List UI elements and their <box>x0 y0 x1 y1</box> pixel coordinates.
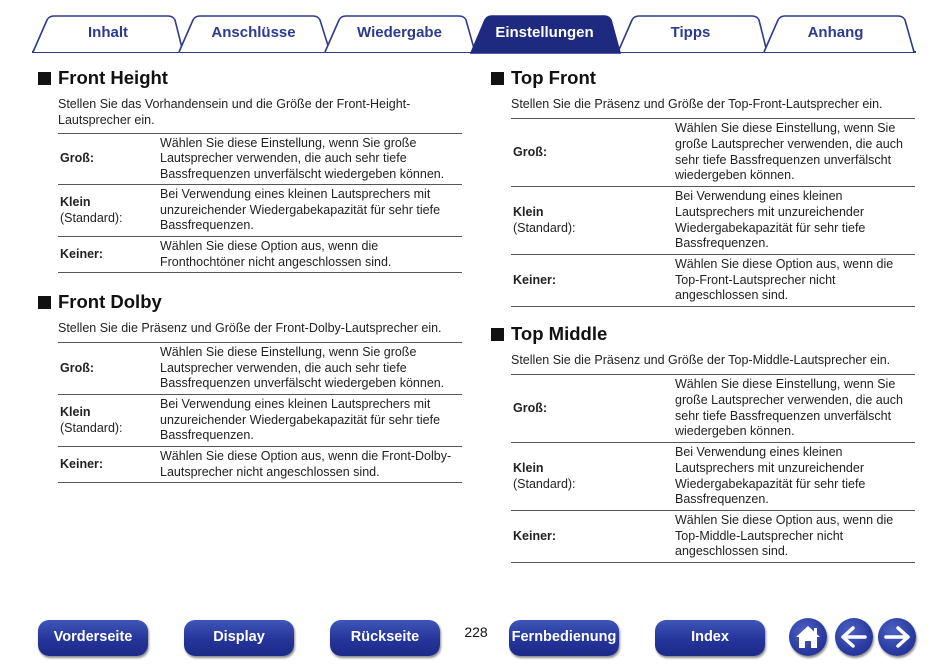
table-row <box>58 447 462 483</box>
option-key <box>58 134 160 185</box>
option-key <box>511 187 675 255</box>
square-bullet-icon <box>38 296 51 309</box>
nav-button-vorderseite[interactable]: Vorderseite <box>38 620 148 656</box>
table-row <box>58 134 462 185</box>
option-text: Bei Verwendung eines kleinen Lautsprechers mit unzureichender Wiedergabekapazität für sehr tiefe Bassfrequenzen. <box>160 185 462 237</box>
table-row <box>511 375 915 443</box>
option-name: Klein <box>513 204 544 219</box>
option-text: Wählen Sie diese Einstellung, wenn Sie große Lautsprecher verwenden, die auch sehr tiefe Bassfrequenzen unverfälscht wiedergeben können. <box>675 375 915 443</box>
section-description: Stellen Sie die Präsenz und Größe der Front-Dolby-Lautsprecher ein. <box>58 321 442 335</box>
option-key <box>58 447 160 483</box>
option-name: Groß: <box>513 144 548 159</box>
option-name: Groß: <box>60 151 95 166</box>
square-bullet-icon <box>491 328 504 341</box>
back-button[interactable] <box>835 618 873 656</box>
option-key <box>511 255 675 307</box>
table-row <box>511 443 915 511</box>
option-text: Bei Verwendung eines kleinen Lautsprechers mit unzureichender Wiedergabekapazität für sehr tiefe Bassfrequenzen. <box>675 187 915 255</box>
option-name: Keiner: <box>60 456 104 471</box>
page-number: 228 <box>464 624 488 640</box>
options-table <box>58 133 462 273</box>
option-key <box>58 185 160 237</box>
tab-anschluesse[interactable]: Anschlüsse <box>211 24 296 41</box>
section-front-height <box>38 66 463 278</box>
home-icon <box>789 618 827 656</box>
option-name: Groß: <box>60 360 95 375</box>
option-name: Keiner: <box>60 246 104 261</box>
table-row <box>511 187 915 255</box>
option-text: Wählen Sie diese Einstellung, wenn Sie große Lautsprecher verwenden, die auch sehr tiefe Bassfrequenzen unverfälscht wiedergeben können. <box>675 119 915 187</box>
option-text: Wählen Sie diese Einstellung, wenn Sie große Lautsprecher verwenden, die auch sehr tiefe Bassfrequenzen unverfälscht wiedergeben können. <box>160 343 462 395</box>
option-text: Wählen Sie diese Option aus, wenn die Front-Dolby-Lautsprecher nicht angeschlossen sind. <box>160 447 462 483</box>
forward-button[interactable] <box>878 618 916 656</box>
option-key <box>58 237 160 273</box>
section-description: Stellen Sie die Präsenz und Größe der Top-Middle-Lautsprecher ein. <box>511 353 891 367</box>
option-text: Wählen Sie diese Option aus, wenn die Top-Middle-Lautsprecher nicht angeschlossen sind. <box>675 511 915 563</box>
section-top-front <box>491 66 916 311</box>
section-description: Stellen Sie die Präsenz und Größe der Top-Front-Lautsprecher ein. <box>511 97 883 111</box>
section-front-dolby <box>38 290 463 490</box>
tab-bar <box>0 0 950 56</box>
option-text: Wählen Sie diese Einstellung, wenn Sie große Lautsprecher verwenden, die auch sehr tiefe Bassfrequenzen unverfälscht wiedergeben können. <box>160 134 462 185</box>
options-table <box>511 374 915 563</box>
option-key <box>511 511 675 563</box>
table-row <box>511 511 915 563</box>
square-bullet-icon <box>491 72 504 85</box>
table-row <box>58 395 462 447</box>
option-name: Klein <box>60 194 91 209</box>
table-row <box>58 185 462 237</box>
options-table <box>58 342 462 483</box>
option-key <box>511 375 675 443</box>
option-key <box>58 395 160 447</box>
table-row <box>58 237 462 273</box>
option-sub: (Standard): <box>60 210 123 225</box>
tab-inhalt[interactable]: Inhalt <box>88 24 128 41</box>
section-title-text: Top Front <box>511 67 596 88</box>
section-title-text: Front Dolby <box>58 291 162 312</box>
option-name: Klein <box>60 404 91 419</box>
option-name: Keiner: <box>513 528 557 543</box>
option-name: Klein <box>513 460 544 475</box>
option-text: Bei Verwendung eines kleinen Lautsprechers mit unzureichender Wiedergabekapazität für sehr tiefe Bassfrequenzen. <box>160 395 462 447</box>
tab-tipps[interactable]: Tipps <box>670 24 711 41</box>
option-name: Keiner: <box>513 272 557 287</box>
section-title <box>491 322 607 346</box>
section-description: Stellen Sie das Vorhandensein und die Größe der Front-Height-Lautsprecher ein. <box>58 97 411 127</box>
option-key <box>58 343 160 395</box>
option-text: Wählen Sie diese Option aus, wenn die Top-Front-Lautsprecher nicht angeschlossen sind. <box>675 255 915 307</box>
table-row <box>511 119 915 187</box>
table-row <box>58 343 462 395</box>
option-text: Wählen Sie diese Option aus, wenn die Fronthochtöner nicht angeschlossen sind. <box>160 237 462 273</box>
square-bullet-icon <box>38 72 51 85</box>
section-top-middle <box>491 322 916 567</box>
option-sub: (Standard): <box>513 476 576 491</box>
nav-button-fernbedienung[interactable]: Fernbedienung <box>509 620 619 656</box>
section-title <box>38 290 162 314</box>
section-title-text: Top Middle <box>511 323 608 344</box>
nav-button-rueckseite[interactable]: Rückseite <box>330 620 440 656</box>
option-sub: (Standard): <box>60 420 123 435</box>
options-table <box>511 118 915 307</box>
option-name: Groß: <box>513 400 548 415</box>
back-arrow-icon <box>835 618 873 656</box>
option-sub: (Standard): <box>513 220 576 235</box>
tab-wiedergabe[interactable]: Wiedergabe <box>357 24 442 41</box>
tab-einstellungen[interactable]: Einstellungen <box>495 24 594 41</box>
home-button[interactable] <box>789 618 827 656</box>
table-row <box>511 255 915 307</box>
forward-arrow-icon <box>878 618 916 656</box>
nav-button-display[interactable]: Display <box>184 620 294 656</box>
section-title <box>491 66 596 90</box>
nav-button-index[interactable]: Index <box>655 620 765 656</box>
section-title <box>38 66 168 90</box>
tab-anhang[interactable]: Anhang <box>807 24 864 41</box>
option-text: Bei Verwendung eines kleinen Lautsprechers mit unzureichender Wiedergabekapazität für sehr tiefe Bassfrequenzen. <box>675 443 915 511</box>
option-key <box>511 119 675 187</box>
section-title-text: Front Height <box>58 67 168 88</box>
option-key <box>511 443 675 511</box>
